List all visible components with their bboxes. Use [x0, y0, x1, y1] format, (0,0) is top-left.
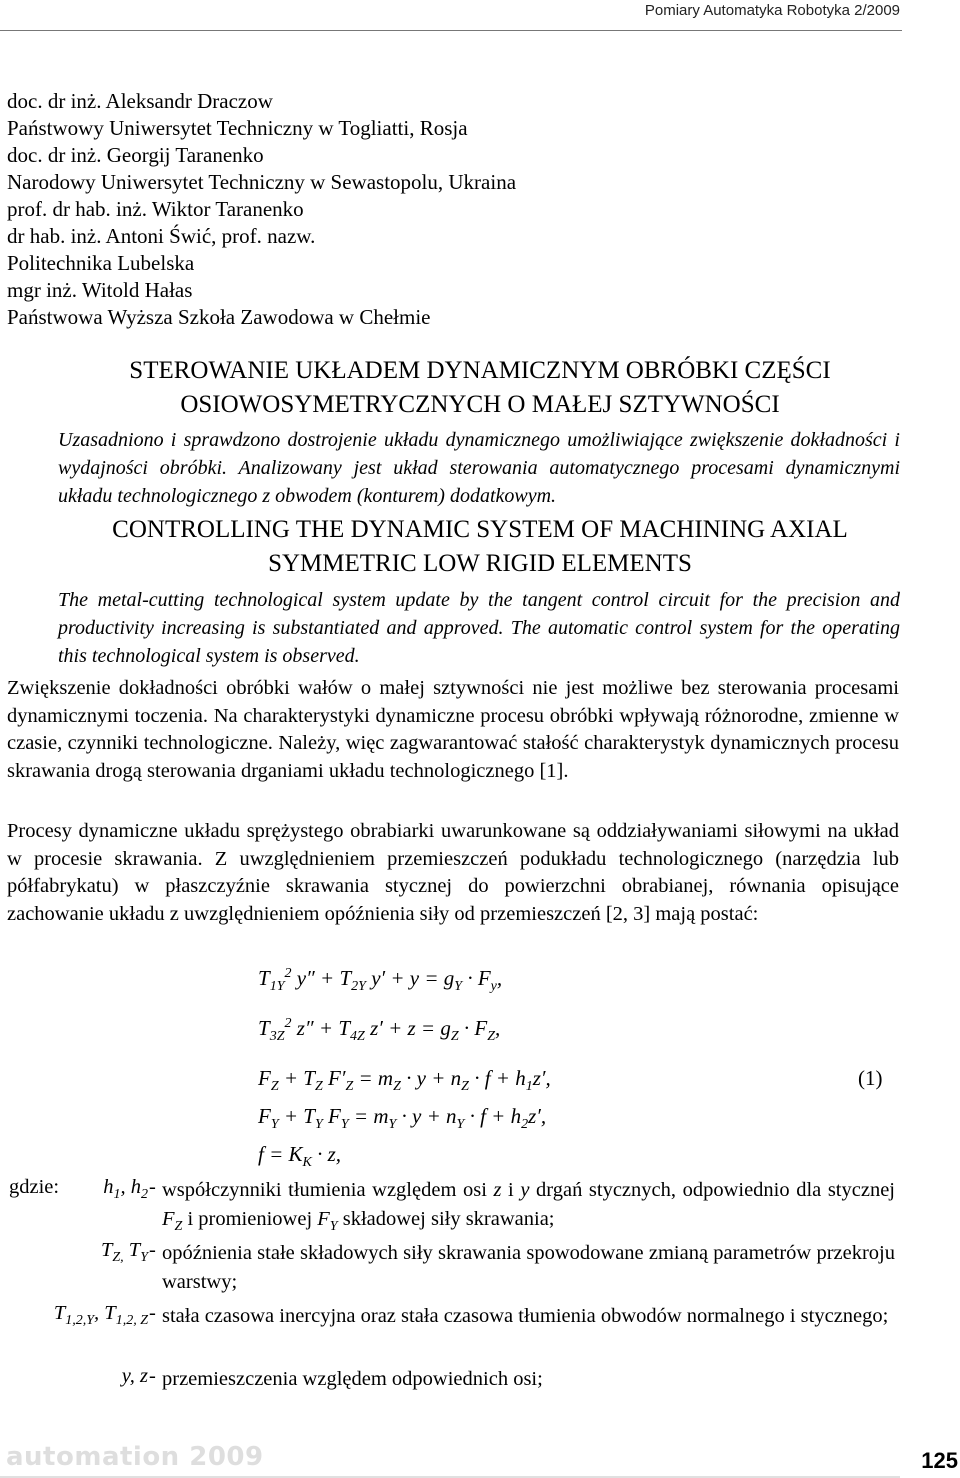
author-line: doc. dr inż. Georgij Taranenko [7, 143, 264, 167]
legend-description: stała czasowa inercyjna oraz stała czasowa tłumienia obwodów normalnego i stycznego; [162, 1305, 889, 1327]
abstract-english: The metal-cutting technological system update by the tangent control circuit for the precision and productivity increasing is substantiated and approved. The automatic control system for the operating this technological system is observed. [58, 589, 900, 667]
footer-brand: automation 2009 [6, 1442, 264, 1472]
legend-description: opóźnienia stałe składowych siły skrawania spowodowane zmianą parametrów przekroju warstwy; [162, 1242, 895, 1293]
abstract-polish: Uzasadniono i sprawdzono dostrojenie układu dynamicznego umożliwiające zwiększenie dokładności i wydajności obróbki. Analizowany jest układ sterowania automatycznego procesami dynamicznymi układu technologicznego z obwodem (konturem) dodatkowym. [58, 429, 900, 507]
title-polish [0, 354, 960, 422]
author-affiliations [7, 88, 516, 331]
equation-line-4: $F_Y + T_Y$ $F_Y = m_Y \cdot y + n_Y \cdot f + h_2z'$, [258, 1104, 547, 1133]
title-polish-line1: STEROWANIE UKŁADEM DYNAMICZNYM OBRÓBKI CZĘŚCI [129, 357, 831, 384]
legend-dash: - [149, 1302, 156, 1324]
equation-line-1: $T_{1Y}^2$ $y'' + T_{2Y}$ $y' + y = g_Y \cdot F_y$, [258, 966, 503, 995]
legend-intro: gdzie: [9, 1176, 60, 1198]
title-english [0, 513, 960, 581]
header-rule [0, 30, 902, 31]
author-line: dr hab. inż. Antoni Świć, prof. nazw. [7, 224, 316, 248]
affiliation-line: Państwowa Wyższa Szkoła Zawodowa w Chełmie [7, 305, 431, 329]
equation-number: (1) [858, 1066, 883, 1090]
journal-header: Pomiary Automatyka Robotyka 2/2009 [644, 2, 900, 19]
affiliation-line: Państwowy Uniwersytet Techniczny w Togliatti, Rosja [7, 116, 468, 140]
title-polish-line2: OSIOWOSYMETRYCZNYCH O MAŁEJ SZTYWNOŚCI [180, 391, 780, 418]
body-paragraph-2: Procesy dynamiczne układu sprężystego obrabiarki uwarunkowane są oddziaływaniami siłowymi na układ w procesie skrawania. Z uwzględnieniem przemieszczeń podukładu technologicznego (narzędzia lub półfabrykatu) w płaszczyźnie skrawania stycznej do powierzchni obrabianej, równania opisujące zachowanie układu z uwzględnieniem opóźnienia siły od przemieszczeń [2, 3] mają postać: [7, 820, 899, 925]
legend-dash: - [149, 1365, 156, 1387]
legend-description: współczynniki tłumienia względem osi z i y drgań stycznych, odpowiednio dla stycznej $F_Z$ i promieniowej $F_Y$ składowej siły skrawania; [162, 1179, 895, 1235]
equation-line-2: $T_{3Z}^2$ $z'' + T_{4Z}$ $z' + z = g_Z \cdot F_Z$, [258, 1016, 501, 1045]
legend-dash: - [149, 1239, 156, 1261]
legend-symbol: y, z [121, 1365, 148, 1387]
legend-description: przemieszczenia względem odpowiednich osi; [162, 1368, 543, 1390]
body-paragraph-1: Zwiększenie dokładności obróbki wałów o małej sztywności nie jest możliwe bez sterowania procesami dynamicznymi toczenia. Na charakterystyki dynamiczne procesu obróbki wpływają różnorodne, zmienne w czasie, czynniki technologiczne. Należy, więc zagwarantować stałość charakterystyk dynamicznych procesu skrawania drogą sterowania drganiami układu technologicznego [1]. [7, 677, 899, 782]
legend-symbol: $T_{Z,}$ $T_Y$ [100, 1239, 148, 1266]
equation-line-3: $F_Z + T_Z$ $F'_Z = m_Z \cdot y + n_Z \cdot f + h_1z'$, [258, 1066, 551, 1095]
title-english-line2: SYMMETRIC LOW RIGID ELEMENTS [268, 550, 692, 577]
legend-symbol: $h_1$, $h_2$ [103, 1176, 148, 1203]
equation-line-5: $f = K_K \cdot z$, [258, 1142, 342, 1171]
legend-symbol: $T_{1,2,Y}$, $T_{1,2, Z}$ [53, 1302, 148, 1329]
affiliation-line: Politechnika Lubelska [7, 251, 195, 275]
author-line: doc. dr inż. Aleksandr Draczow [7, 89, 273, 113]
affiliation-line: Narodowy Uniwersytet Techniczny w Sewastopolu, Ukraina [7, 170, 517, 194]
author-line: mgr inż. Witold Hałas [7, 278, 193, 302]
title-english-line1: CONTROLLING THE DYNAMIC SYSTEM OF MACHINING AXIAL [112, 516, 848, 543]
page-number: 125 [921, 1448, 958, 1473]
author-line: prof. dr hab. inż. Wiktor Taranenko [7, 197, 304, 221]
legend-dash: - [149, 1176, 156, 1198]
